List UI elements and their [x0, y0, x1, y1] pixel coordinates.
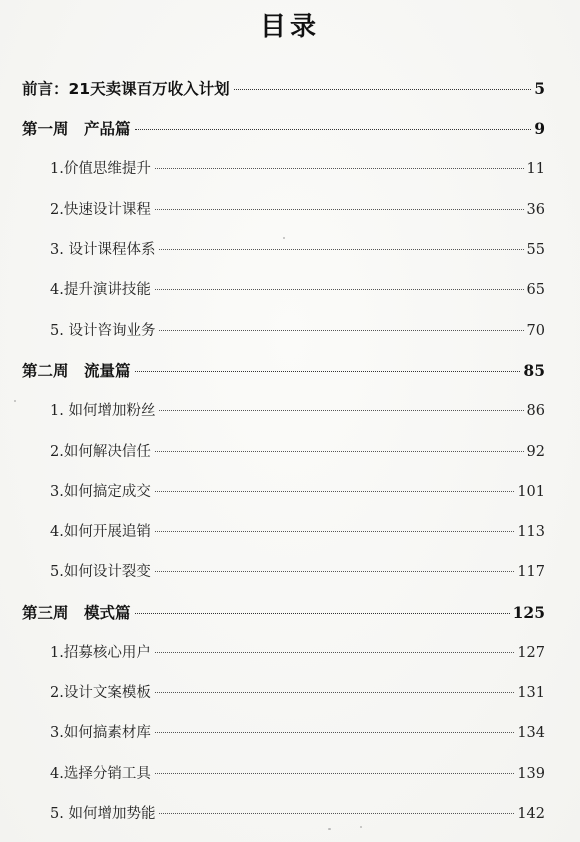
toc-entry-page: 85	[523, 361, 545, 380]
toc-entry[interactable]	[50, 800, 545, 828]
dot-leader	[234, 89, 532, 90]
dot-leader	[135, 371, 521, 372]
toc-entry[interactable]	[50, 397, 545, 425]
toc-entry-page: 70	[526, 323, 545, 339]
dot-leader	[155, 209, 524, 210]
toc-entry-page: 55	[526, 242, 545, 258]
toc-entry-page: 86	[526, 403, 545, 419]
toc-entry-page: 11	[526, 161, 545, 177]
toc-entry-page: 134	[517, 725, 545, 741]
toc-entry-page: 142	[517, 806, 545, 822]
scan-speck	[283, 237, 285, 239]
toc-entry-page: 65	[526, 282, 545, 298]
toc-entry-label: 4.如何开展追销	[50, 524, 151, 540]
dot-leader	[135, 129, 532, 130]
dot-leader	[155, 531, 514, 532]
toc-entry-page: 113	[517, 524, 545, 540]
toc-entry-label: 第二周 流量篇	[22, 362, 131, 380]
toc-entry-label: 前言：21天卖课百万收入计划	[22, 80, 230, 98]
toc-entry[interactable]	[50, 155, 545, 183]
toc-entry-page: 127	[517, 645, 545, 661]
toc-entry-page: 101	[517, 484, 545, 500]
toc-entry-page: 5	[534, 79, 545, 98]
toc-entry[interactable]	[50, 760, 545, 788]
toc-entry-label: 1. 如何增加粉丝	[50, 403, 156, 419]
scan-speck	[360, 826, 362, 828]
scan-speck	[14, 400, 16, 402]
toc-entry-label: 3. 设计课程体系	[50, 242, 156, 258]
toc-entry[interactable]	[50, 478, 545, 506]
dot-leader	[159, 813, 514, 814]
toc-entry-page: 139	[517, 766, 545, 782]
toc-entry-page: 92	[526, 444, 545, 460]
dot-leader	[155, 571, 514, 572]
toc-entry-label: 3.如何搞定成交	[50, 484, 151, 500]
toc-entry[interactable]	[50, 719, 545, 747]
toc-entry-label: 4.选择分销工具	[50, 766, 151, 782]
toc-entry[interactable]	[50, 679, 545, 707]
toc-entry[interactable]	[50, 518, 545, 546]
dot-leader	[155, 451, 524, 452]
toc-entry-page: 36	[526, 202, 545, 218]
toc-entry[interactable]	[22, 357, 545, 385]
scan-speck	[328, 828, 331, 830]
toc-entry-label: 4.提升演讲技能	[50, 282, 151, 298]
dot-leader	[155, 652, 514, 653]
toc-entry[interactable]	[22, 115, 545, 143]
toc-entry[interactable]	[22, 599, 545, 627]
toc-entry-label: 5. 设计咨询业务	[50, 323, 156, 339]
toc-entry[interactable]	[50, 558, 545, 586]
dot-leader	[155, 491, 514, 492]
toc-entry-label: 3.如何搞素材库	[50, 725, 151, 741]
dot-leader	[155, 289, 524, 290]
dot-leader	[155, 168, 524, 169]
toc-entry-label: 2.快速设计课程	[50, 202, 151, 218]
toc-entry-label: 2.如何解决信任	[50, 444, 151, 460]
dot-leader	[155, 732, 514, 733]
toc-entry[interactable]	[50, 317, 545, 345]
dot-leader	[159, 330, 523, 331]
dot-leader	[155, 692, 514, 693]
toc-entry-label: 5.如何设计裂变	[50, 564, 151, 580]
toc-entry-page: 125	[512, 603, 545, 622]
toc-entry-label: 5. 如何增加势能	[50, 806, 156, 822]
toc-entry-label: 1.招募核心用户	[50, 645, 151, 661]
dot-leader	[135, 613, 510, 614]
toc-entry-label: 第三周 模式篇	[22, 604, 131, 622]
toc-entry[interactable]	[50, 438, 545, 466]
dot-leader	[159, 410, 523, 411]
dot-leader	[159, 249, 523, 250]
toc-entry[interactable]	[50, 639, 545, 667]
page-title: 目录	[259, 12, 320, 42]
toc-entry-label: 2.设计文案模板	[50, 685, 151, 701]
toc-entry[interactable]	[50, 196, 545, 224]
toc-entry[interactable]	[50, 236, 545, 264]
toc-entry-label: 1.价值思维提升	[50, 161, 151, 177]
toc-entry-label: 第一周 产品篇	[22, 120, 131, 138]
toc-entry-page: 117	[517, 564, 545, 580]
toc-entry[interactable]	[22, 75, 545, 103]
toc-entry-page: 131	[517, 685, 545, 701]
toc-entry-page: 9	[534, 119, 545, 138]
dot-leader	[155, 773, 514, 774]
toc-entry[interactable]	[50, 276, 545, 304]
